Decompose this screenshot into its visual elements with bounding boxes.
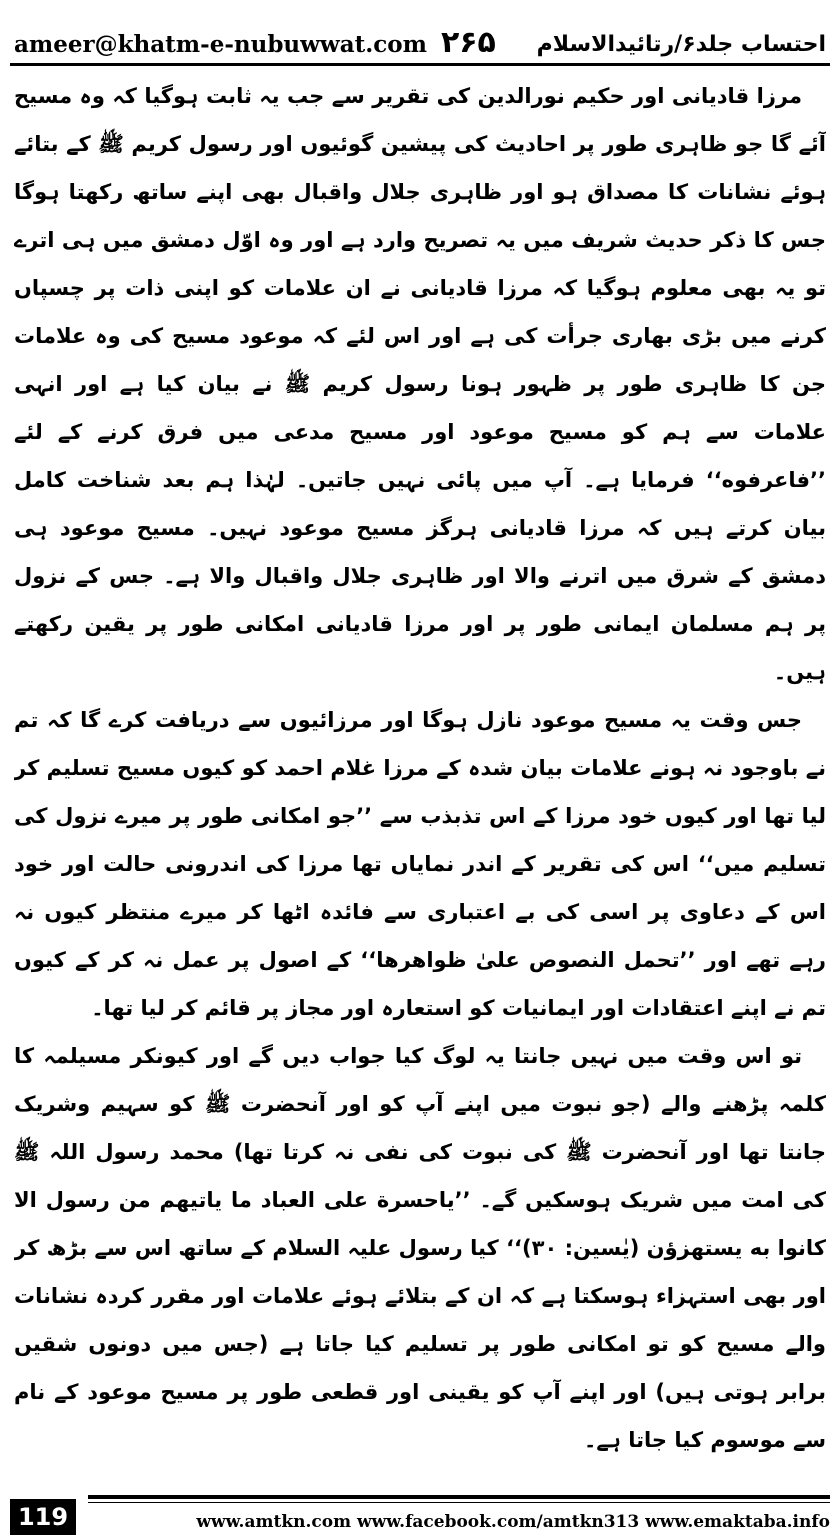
footer-website-links[interactable]: www.amtkn.com www.facebook.com/amtkn313 www.emaktaba.info [196, 1512, 830, 1532]
header-email[interactable]: ameer@khatm-e-nubuwwat.com [14, 31, 427, 58]
paragraph-3: تو اس وقت میں نہیں جانتا یہ لوگ کیا جواب دیں گے اور کیونکر مسیلمہ کا کلمہ پڑھنے والے (جو نبوت میں اپنے آپ کو اور آنحضرت ﷺ کو سہیم وشریک جانتا تھا اور آنحضرت ﷺ کی نبوت کی نفی نہ کرتا تھا) محمد رسول اللہ ﷺ کی امت میں شریک ہوسکیں گے۔ ’’یاحسرة علی العباد ما یاتیهم من رسول الا کانوا به یستهزؤن (یٰسین: ۳۰)‘‘ کیا رسول علیہ السلام کے ساتھ اس سے بڑھ کر اور بھی استہزاء ہوسکتا ہے کہ ان کے بتلائے ہوئے علامات اور مقرر کردہ نشانات والے مسیح کو تو امکانی طور پر تسلیم کیا جاتا ہے (جس میں دونوں شقیں برابر ہوتی ہیں) اور اپنے آپ کو یقینی اور قطعی طور پر مسیح موعود کے نام سے موسوم کیا جاتا ہے۔ [14, 1044, 826, 1452]
footer-links-area [88, 1495, 830, 1535]
page-footer [10, 1495, 830, 1535]
footer-folio-number: 119 [10, 1499, 76, 1535]
header-book-title: احتساب جلد۶/رتائیدالاسلام [536, 32, 826, 57]
footer-divider-thick [88, 1495, 830, 1499]
paragraph-2: جس وقت یہ مسیح موعود نازل ہوگا اور مرزائیوں سے دریافت کرے گا کہ تم نے باوجود نہ ہونے علامات بیان شدہ کے مرزا غلام احمد کو کیوں مسیح تسلیم کر لیا تھا اور کیوں خود مرزا کے اس تذبذب سے ’’جو امکانی طور پر میرے نزول کی تسلیم میں‘‘ اس کی تقریر کے اندر نمایاں تھا مرزا کی اندرونی حالت اور خود اس کے دعاوی پر اسی کی بے اعتباری سے فائدہ اٹھا کر میرے منتظر کیوں نہ رہے تھے اور ’’تحمل النصوص علیٰ ظواهرها‘‘ کے اصول پر عمل نہ کر کے کیوں تم نے اپنے اعتقادات اور ایمانیات کو استعارہ اور مجاز پر قائم کر لیا تھا۔ [14, 708, 826, 1020]
header-left [14, 26, 496, 60]
header-divider [10, 63, 830, 66]
paragraph-1: مرزا قادیانی اور حکیم نورالدین کی تقریر سے جب یہ ثابت ہوگیا کہ وہ مسیح آئے گا جو ظاہری طور پر احادیث کی پیشین گوئیوں اور رسول کریم ﷺ کے بتائے ہوئے نشانات کا مصداق ہو اور ظاہری جلال واقبال بھی اپنے ساتھ رکھتا ہوگا جس کا ذکر حدیث شریف میں یہ تصریح وارد ہے اور وہ اوّل دمشق میں ہی اترے تو یہ بھی معلوم ہوگیا کہ مرزا قادیانی نے ان علامات کو اپنی ذات پر چسپاں کرنے میں بڑی بھاری جرأت کی ہے اور اس لئے کہ موعود مسیح کی وہ علامات جن کا ظاہری طور پر ظہور ہونا رسول کریم ﷺ نے بیان کیا ہے اور انہی علامات سے ہم کو مسیح موعود اور مسیح مدعی میں فرق کرنے کے لئے ’’فاعرفوه‘‘ فرمایا ہے۔ آپ میں پائی نہیں جاتیں۔ لہٰذا ہم بعد شناخت کامل بیان کرتے ہیں کہ مرزا قادیانی ہرگز مسیح موعود نہیں۔ مسیح موعود ہی دمشق کے شرق میں اترنے والا اور ظاہری جلال واقبال والا ہے۔ جس کے نزول پر ہم مسلمان ایمانی طور پر اور مرزا قادیانی امکانی طور پر یقین رکھتے ہیں۔ [14, 84, 826, 684]
page-header [14, 8, 826, 60]
footer-divider-thin [88, 1502, 830, 1503]
page-body [14, 72, 826, 1487]
header-page-number: ۲۶۵ [440, 25, 496, 60]
